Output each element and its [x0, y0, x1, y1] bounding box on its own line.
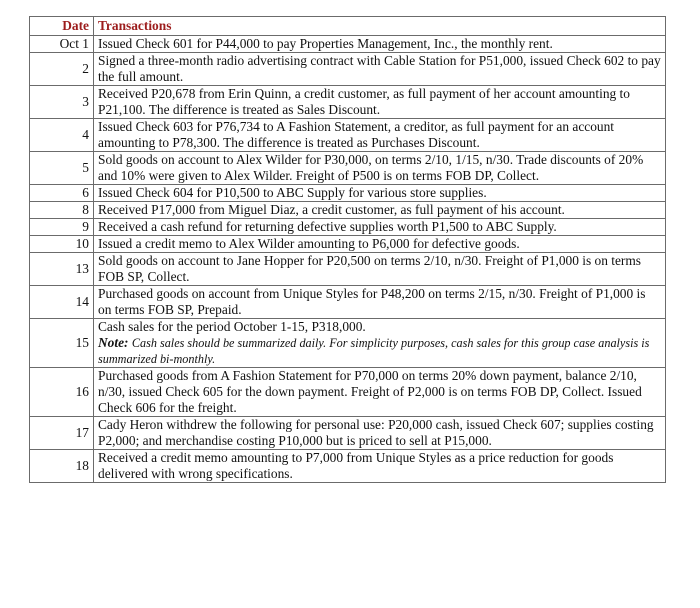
table-row: [30, 202, 666, 219]
table-row: [30, 152, 666, 185]
note-text: Cash sales should be summarized daily. For simplicity purposes, cash sales for this group case analysis is summarized bi-monthly.: [98, 336, 650, 366]
row-transaction-text: Cash sales for the period October 1-15, P318,000.: [98, 319, 366, 334]
row-transaction: Sold goods on account to Jane Hopper for P20,500 on terms 2/10, n/30. Freight of P1,000 is on terms FOB SP, Collect.: [94, 253, 666, 286]
row-date: 18: [30, 450, 94, 483]
table-row: [30, 219, 666, 236]
header-row: [30, 17, 666, 36]
table-row: [30, 185, 666, 202]
table-row: [30, 253, 666, 286]
table-row: [30, 286, 666, 319]
row-date: 15: [30, 319, 94, 368]
row-transaction: Purchased goods on account from Unique Styles for P48,200 on terms 2/15, n/30. Freight of P1,000 is on terms FOB SP, Prepaid.: [94, 286, 666, 319]
row-transaction: Received a cash refund for returning defective supplies worth P1,500 to ABC Supply.: [94, 219, 666, 236]
row-transaction: Signed a three-month radio advertising contract with Cable Station for P51,000, issued Check 602 to pay the full amount.: [94, 53, 666, 86]
row-transaction: Received a credit memo amounting to P7,000 from Unique Styles as a price reduction for goods delivered with wrong specifications.: [94, 450, 666, 483]
row-date: 13: [30, 253, 94, 286]
row-date: 6: [30, 185, 94, 202]
table-row: [30, 36, 666, 53]
table-row: [30, 319, 666, 368]
row-transaction: Sold goods on account to Alex Wilder for P30,000, on terms 2/10, 1/15, n/30. Trade discounts of 20% and 10% were given to Alex Wilder. Freight of P500 is on terms FOB DP, Collect.: [94, 152, 666, 185]
table-row: [30, 450, 666, 483]
date-column-header: Date: [30, 17, 94, 36]
row-transaction: Issued a credit memo to Alex Wilder amounting to P6,000 for defective goods.: [94, 236, 666, 253]
row-date: 3: [30, 86, 94, 119]
row-transaction: Issued Check 603 for P76,734 to A Fashion Statement, a creditor, as full payment for an account amounting to P78,300. The difference is treated as Purchases Discount.: [94, 119, 666, 152]
row-date: 4: [30, 119, 94, 152]
row-date: 2: [30, 53, 94, 86]
row-transaction: Issued Check 601 for P44,000 to pay Properties Management, Inc., the monthly rent.: [94, 36, 666, 53]
row-date: 14: [30, 286, 94, 319]
note-label: Note:: [98, 335, 129, 350]
table-row: [30, 417, 666, 450]
table-row: [30, 368, 666, 417]
table-row: [30, 53, 666, 86]
row-transaction: Cady Heron withdrew the following for personal use: P20,000 cash, issued Check 607; supplies costing P2,000; and merchandise costing P10,000 but is priced to sell at P15,000.: [94, 417, 666, 450]
row-date: 10: [30, 236, 94, 253]
transactions-column-header: Transactions: [94, 17, 666, 36]
row-transaction: Issued Check 604 for P10,500 to ABC Supply for various store supplies.: [94, 185, 666, 202]
row-date: 16: [30, 368, 94, 417]
row-date: 8: [30, 202, 94, 219]
table-row: [30, 236, 666, 253]
table-row: [30, 119, 666, 152]
table-row: [30, 86, 666, 119]
row-date: Oct 1: [30, 36, 94, 53]
row-transaction: Received P17,000 from Miguel Diaz, a credit customer, as full payment of his account.: [94, 202, 666, 219]
row-date: 17: [30, 417, 94, 450]
row-date: 9: [30, 219, 94, 236]
transactions-table: [29, 16, 666, 483]
row-transaction: Received P20,678 from Erin Quinn, a credit customer, as full payment of her account amounting to P21,100. The difference is treated as Sales Discount.: [94, 86, 666, 119]
row-transaction: Purchased goods from A Fashion Statement for P70,000 on terms 20% down payment, balance 2/10, n/30, issued Check 605 for the down payment. Freight of P2,000 is on terms FOB DP, Collect. Issued Check 606 for the freight.: [94, 368, 666, 417]
row-transaction: [94, 319, 666, 368]
row-date: 5: [30, 152, 94, 185]
